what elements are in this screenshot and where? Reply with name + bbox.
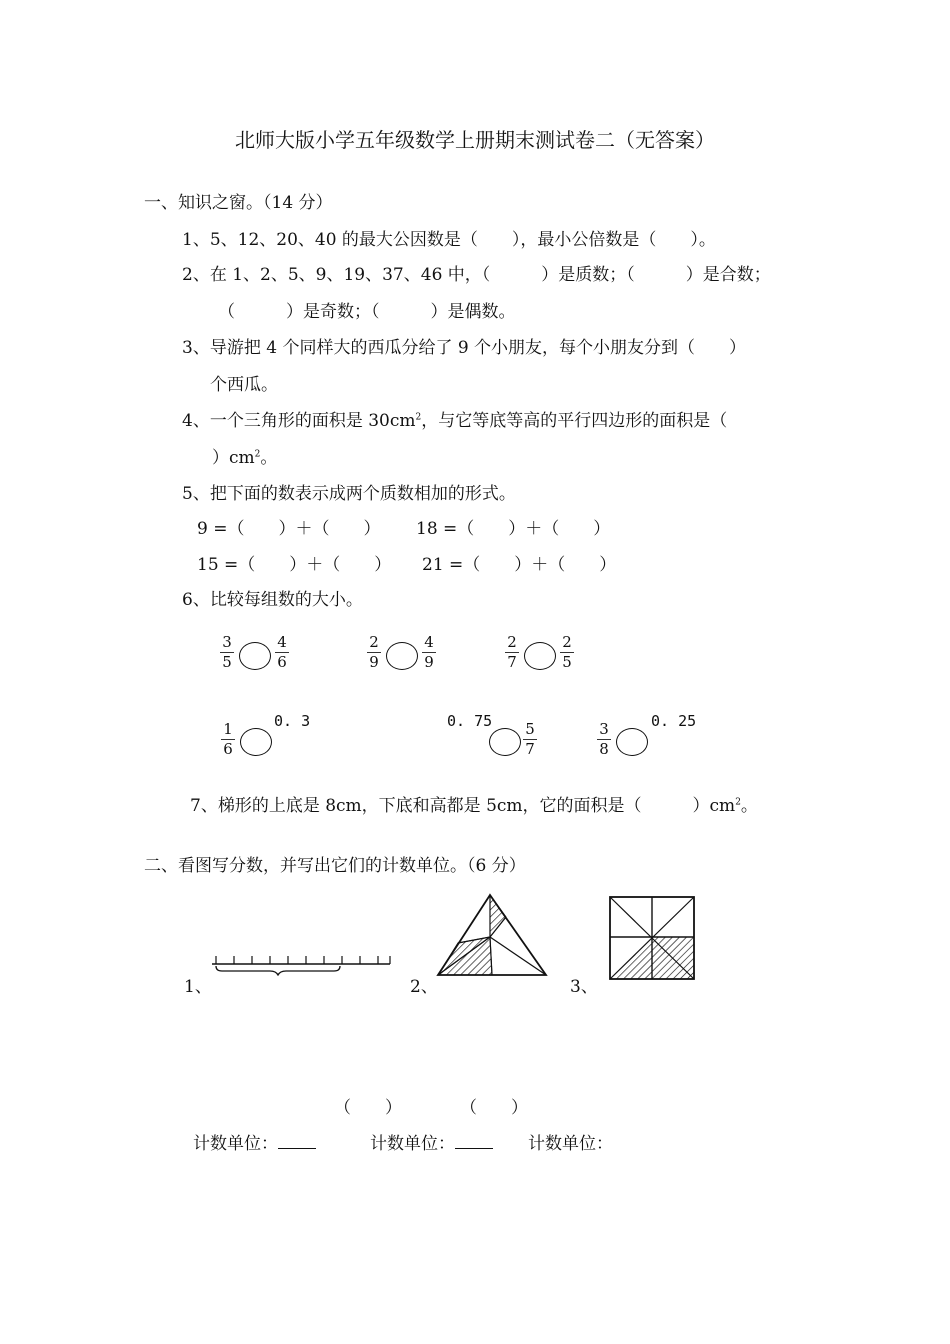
superscript-2: 2: [735, 797, 741, 808]
numerator: 2: [369, 633, 379, 651]
fraction: [220, 635, 234, 670]
compare-oval[interactable]: [240, 728, 272, 756]
answer-paren-2: （ ）: [460, 1098, 528, 1118]
numerator: 2: [507, 633, 517, 651]
denominator: 5: [222, 653, 232, 671]
decimal-value: 0. 3: [274, 712, 311, 730]
question-5-a: 9 =（ ）＋（ ）: [197, 519, 381, 539]
compare-oval[interactable]: [616, 728, 648, 756]
fraction: [560, 635, 574, 670]
denominator: 7: [525, 740, 535, 758]
numerator: 3: [599, 720, 609, 738]
denominator: 6: [277, 653, 287, 671]
fraction: [523, 722, 537, 757]
question-5-c: 15 =（ ）＋（ ）: [197, 555, 392, 575]
answer-blank[interactable]: [278, 1134, 316, 1149]
question-7: [190, 791, 758, 816]
compare-oval[interactable]: [239, 642, 271, 670]
question-2-line1: 2、在 1、2、5、9、19、37、46 中，（ ）是质数；（ ）是合数；: [182, 265, 771, 285]
answer-blank[interactable]: [455, 1134, 493, 1149]
fraction: [597, 722, 611, 757]
figure-2-label: 2、: [410, 977, 438, 997]
ruler-figure: [210, 950, 396, 976]
fraction: [275, 635, 289, 670]
figure-1-label: 1、: [184, 977, 212, 997]
question-4-line2: [212, 443, 277, 468]
superscript-2: 2: [415, 412, 422, 423]
fraction: [505, 635, 519, 670]
question-4-line2-end: 。: [260, 448, 278, 468]
unit-label-3: 计数单位：: [528, 1134, 613, 1154]
compare-oval[interactable]: [524, 642, 556, 670]
question-4-line2-start: ）cm: [212, 448, 255, 468]
numerator: 4: [277, 633, 287, 651]
question-2-line2: （ ）是奇数；（ ）是偶数。: [218, 302, 516, 322]
question-3-line2: 个西瓜。: [210, 375, 278, 395]
decimal-value: 0. 25: [651, 712, 697, 730]
question-7-text: 7、梯形的上底是 8cm，下底和高都是 5cm，它的面积是（ ）cm: [190, 796, 736, 816]
triangle-figure: [436, 893, 548, 977]
question-5-d: 21 =（ ）＋（ ）: [422, 555, 617, 575]
numerator: 4: [424, 633, 434, 651]
question-6: 6、比较每组数的大小。: [182, 590, 363, 610]
question-5: 5、把下面的数表示成两个质数相加的形式。: [182, 484, 516, 504]
fraction: [221, 722, 235, 757]
unit-line-1: [193, 1129, 316, 1154]
answer-paren-1: （ ）: [334, 1098, 402, 1118]
question-4-line1-end: ，与它等底等高的平行四边形的面积是（: [421, 411, 728, 431]
question-5-b: 18 =（ ）＋（ ）: [416, 519, 611, 539]
question-4-line1-start: 4、一个三角形的面积是 30cm: [182, 411, 416, 431]
numerator: 3: [222, 633, 232, 651]
unit-label-1: 计数单位：: [193, 1134, 278, 1154]
question-3-line1: 3、导游把 4 个同样大的西瓜分给了 9 个小朋友，每个小朋友分到（ ）: [182, 338, 747, 358]
question-1: 1、5、12、20、40 的最大公因数是（ ），最小公倍数是（ ）。: [182, 230, 716, 250]
unit-line-3: [528, 1129, 613, 1154]
square-figure: [608, 895, 698, 983]
question-4-line1: [182, 406, 727, 431]
compare-oval[interactable]: [489, 728, 521, 756]
denominator: 9: [424, 653, 434, 671]
fraction: [422, 635, 436, 670]
numerator: 5: [525, 720, 535, 738]
denominator: 5: [562, 653, 572, 671]
question-7-end: 。: [740, 796, 758, 816]
numerator: 1: [223, 720, 233, 738]
section1-heading: 一、知识之窗。（14 分）: [144, 193, 333, 213]
numerator: 2: [562, 633, 572, 651]
unit-line-2: [370, 1129, 493, 1154]
denominator: 8: [599, 740, 609, 758]
fraction: [367, 635, 381, 670]
unit-label-2: 计数单位：: [370, 1134, 455, 1154]
page-title: 北师大版小学五年级数学上册期末测试卷二（无答案）: [235, 128, 715, 152]
figure-3-label: 3、: [570, 977, 598, 997]
decimal-value: 0. 75: [447, 712, 493, 730]
denominator: 6: [223, 740, 233, 758]
section2-heading: 二、看图写分数，并写出它们的计数单位。（6 分）: [144, 856, 526, 876]
superscript-2: 2: [254, 449, 261, 460]
denominator: 7: [507, 653, 517, 671]
denominator: 9: [369, 653, 379, 671]
compare-oval[interactable]: [386, 642, 418, 670]
